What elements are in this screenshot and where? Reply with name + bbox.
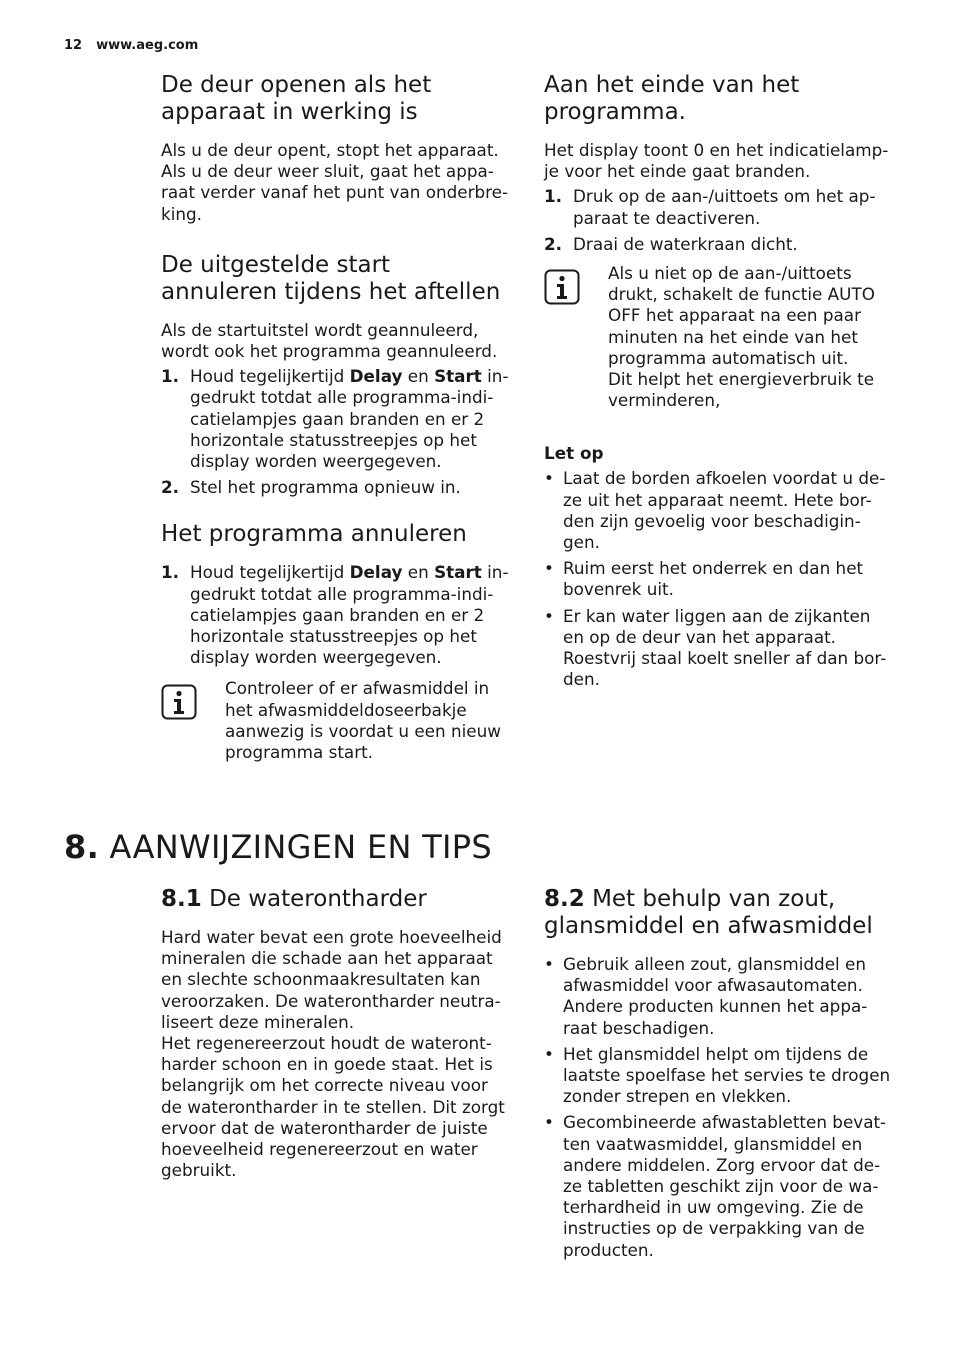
info-note-text: Als u niet op de aan-/uittoets drukt, schakelt de functie AUTO OFF het apparaat na een paar minuten na het einde van het programma automatisch uit. xyxy=(608,263,875,368)
list-item: • Laat de borden afkoelen voordat u de-ze uit het apparaat neemt. Hete bor-den zijn gevoelig voor beschadigin-gen. xyxy=(544,468,886,553)
section-title-door-open: De deur openen als het apparaat in werking is xyxy=(161,72,432,125)
section-title-cancel-delay: De uitgestelde start annuleren tijdens het aftellen xyxy=(161,251,501,305)
chapter-number: 8. xyxy=(64,828,100,866)
right-column xyxy=(544,72,896,695)
list-item: • Het glansmiddel helpt om tijdens de laatste spoelfase het servies te drogen zonder strepen en vlekken. xyxy=(544,1043,891,1107)
section-title-cancel-program: Het programma annuleren xyxy=(161,521,467,548)
list-item: • Ruim eerst het onderrek en dan het bovenrek uit. xyxy=(544,558,864,600)
start-button-label: Start xyxy=(434,366,482,387)
chapter-title-text: AANWIJZINGEN EN TIPS xyxy=(109,828,492,866)
water-softener-text-2: Het regenereerzout houdt de wateront-harder schoon en in goede staat. Het is belangrijk om het correcte niveau voor de waterontharder in te stellen. Dit zorgt ervoor dat de waterontharder de juiste hoeveelheid regenereerzout en water gebruikt. xyxy=(161,1033,505,1181)
info-note xyxy=(544,263,896,411)
salt-rinse-list xyxy=(544,954,896,1261)
caution-block xyxy=(544,443,896,690)
page-header xyxy=(64,38,198,53)
program-end-text: Het display toont 0 en het indicatielamp-je voor het einde gaat branden. xyxy=(544,140,889,182)
left-column xyxy=(161,72,513,763)
info-note-text: Dit helpt het energieverbruik te verminderen, xyxy=(608,369,875,411)
list-item: • Er kan water liggen aan de zijkanten en op de deur van het apparaat. Roestvrij staal koelt sneller af dan bor-den. xyxy=(544,605,887,690)
program-end-steps xyxy=(544,186,896,255)
list-item: 1. Houd tegelijkertijd Delay en Start in-gedrukt totdat alle programma-indi-catielampjes gaan branden en er 2 horizontale statusstreepjes op het display worden weergegeven. xyxy=(161,366,509,472)
water-softener-text-1: Hard water bevat een grote hoeveelheid mineralen die schade aan het apparaat en slechte schoonmaakresultaten kan veroorzaken. De waterontharder neutra-liseert deze mineralen. xyxy=(161,927,502,1032)
info-note-text: Controleer of er afwasmiddel in het afwasmiddeldoseerbakje aanwezig is voordat u een nieuw programma start. xyxy=(225,678,501,763)
start-button-label: Start xyxy=(434,562,482,583)
info-icon xyxy=(544,269,580,305)
list-item: 2. Stel het programma opnieuw in. xyxy=(161,477,461,498)
cancel-program-steps xyxy=(161,562,513,668)
caution-label: Let op xyxy=(544,443,604,464)
section-8-2 xyxy=(544,886,896,1266)
list-item: 2. Draai de waterkraan dicht. xyxy=(544,233,798,254)
info-note xyxy=(161,678,513,763)
section-title-program-end: Aan het einde van het programma. xyxy=(544,72,800,125)
caution-list xyxy=(544,468,896,690)
section-title-water-softener: 8.1 De waterontharder xyxy=(161,886,427,912)
delay-button-label: Delay xyxy=(349,366,403,387)
list-item: • Gecombineerde afwastabletten bevat-ten vaatwasmiddel, glansmiddel en andere middelen. Zorg ervoor dat de-ze tabletten geschikt zijn voor de wa-terhardheid in uw omgeving. Zie de instructies op de verpakking van de producten. xyxy=(544,1112,887,1260)
website-link[interactable]: www.aeg.com xyxy=(96,38,199,53)
list-item: 1. Houd tegelijkertijd Delay en Start in-gedrukt totdat alle programma-indi-catielampjes gaan branden en er 2 horizontale statusstreepjes op het display worden weergegeven. xyxy=(161,562,509,668)
section-title-salt-rinse-detergent: 8.2 Met behulp van zout, glansmiddel en afwasmiddel xyxy=(544,886,873,939)
list-item: 1. Druk op de aan-/uittoets om het ap-paraat te deactiveren. xyxy=(544,186,876,228)
cancel-delay-steps xyxy=(161,366,513,498)
info-icon xyxy=(161,684,197,720)
page-number: 12 xyxy=(64,38,83,53)
list-item: • Gebruik alleen zout, glansmiddel en afwasmiddel voor afwasautomaten. Andere producten kunnen het appa-raat beschadigen. xyxy=(544,954,868,1038)
section-8-1 xyxy=(161,886,513,1185)
door-open-text: Als u de deur opent, stopt het apparaat. Als u de deur weer sluit, gaat het appa-raat verder vanaf het punt van onderbre-king. xyxy=(161,140,509,224)
cancel-delay-text: Als de startuitstel wordt geannuleerd, wordt ook het programma geannuleerd. xyxy=(161,319,498,362)
delay-button-label: Delay xyxy=(349,562,403,583)
chapter-title xyxy=(64,828,492,866)
